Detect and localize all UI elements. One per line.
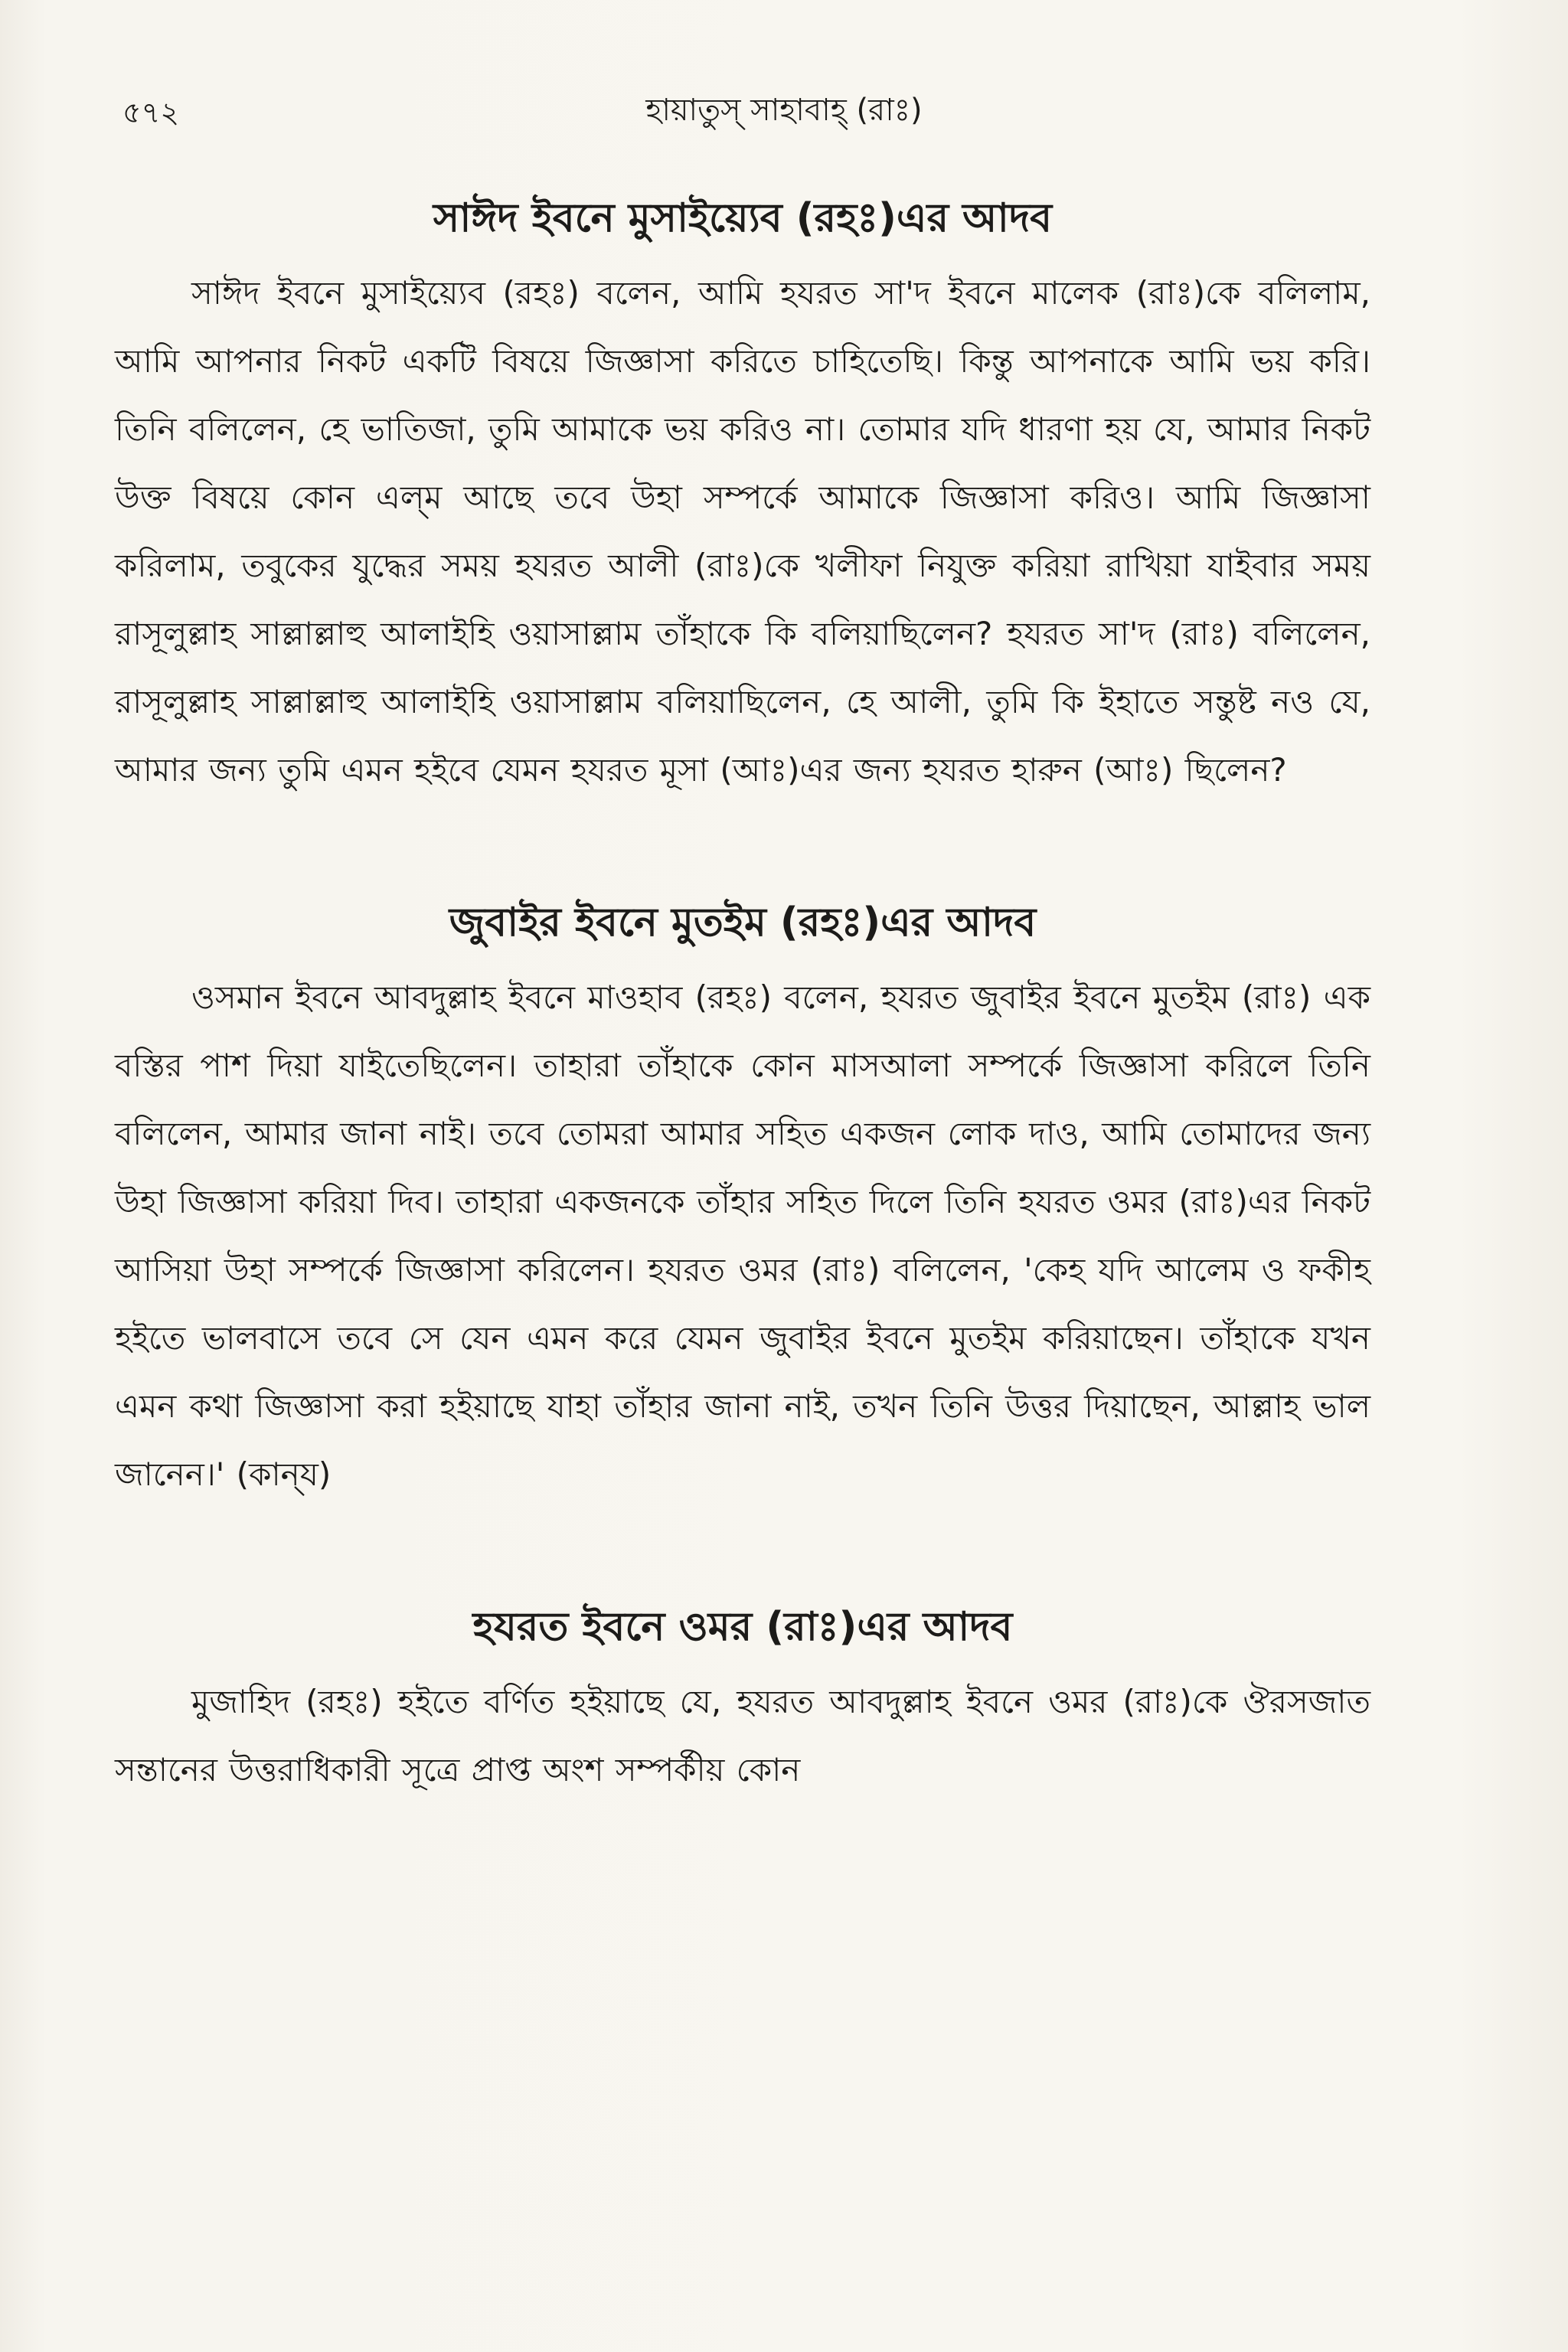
section-heading: জুবাইর ইবনে মুতইম (রহঃ)এর আদব xyxy=(449,900,1037,946)
page-number: ৫৭২ xyxy=(122,96,180,129)
book-title: হায়াতুস্ সাহাবাহ্ (রাঃ) xyxy=(645,93,923,128)
section-paragraph: মুজাহিদ (রহঃ) হইতে বর্ণিত হইয়াছে যে, হযরত আবদুল্লাহ ইবনে ওমর (রাঃ)কে ঔরসজাত সন্তানের উত্তরাধিকারী সূত্রে প্রাপ্ত অংশ সম্পর্কীয় কোন xyxy=(115,1683,1370,1788)
section-paragraph: ওসমান ইবনে আবদুল্লাহ ইবনে মাওহাব (রহঃ) বলেন, হযরত জুবাইর ইবনে মুতইম (রাঃ) এক বস্তির পাশ দিয়া যাইতেছিলেন। তাহারা তাঁহাকে কোন মাসআলা সম্পর্কে জিজ্ঞাসা করিলে তিনি বলিলেন, আমার জানা নাই। তবে তোমরা আমার সহিত একজন লোক দাও, আমি তোমাদের জন্য উহা জিজ্ঞাসা করিয়া দিব। তাহারা একজনকে তাঁহার সহিত দিলে তিনি হযরত ওমর (রাঃ)এর নিকট আসিয়া উহা সম্পর্কে জিজ্ঞাসা করিলেন। হযরত ওমর (রাঃ) বলিলেন, 'কেহ যদি আলেম ও ফকীহ হইতে ভালবাসে তবে সে যেন এমন করে যেমন জুবাইর ইবনে মুতইম করিয়াছেন। তাঁহাকে যখন এমন কথা জিজ্ঞাসা করা হইয়াছে যাহা তাঁহার জানা নাই, তখন তিনি উত্তর দিয়াছেন, আল্লাহ ভাল জানেন।' (কান্‌য) xyxy=(115,978,1371,1493)
section-heading: সাঈদ ইবনে মুসাইয়্যেব (রহঃ)এর আদব xyxy=(433,195,1053,241)
section-heading: হযরত ইবনে ওমর (রাঃ)এর আদব xyxy=(472,1604,1013,1650)
section-paragraph: সাঈদ ইবনে মুসাইয়্যেব (রহঃ) বলেন, আমি হযরত সা'দ ইবনে মালেক (রাঃ)কে বলিলাম, আমি আপনার নিকট একটি বিষয়ে জিজ্ঞাসা করিতে চাহিতেছি। কিন্তু আপনাকে আমি ভয় করি। তিনি বলিলেন, হে ভাতিজা, তুমি আমাকে ভয় করিও না। তোমার যদি ধারণা হয় যে, আমার নিকট উক্ত বিষয়ে কোন এল্‌ম আছে তবে উহা সম্পর্কে আমাকে জিজ্ঞাসা করিও। আমি জিজ্ঞাসা করিলাম, তবুকের যুদ্ধের সময় হযরত আলী (রাঃ)কে খলীফা নিযুক্ত করিয়া রাখিয়া যাইবার সময় রাসূলুল্লাহ সাল্লাল্লাহু আলাইহি ওয়াসাল্লাম তাঁহাকে কি বলিয়াছিলেন? হযরত সা'দ (রাঃ) বলিলেন, রাসূলুল্লাহ সাল্লাল্লাহু আলাইহি ওয়াসাল্লাম বলিয়াছিলেন, হে আলী, তুমি কি ইহাতে সন্তুষ্ট নও যে, আমার জন্য তুমি এমন হইবে যেমন হযরত মূসা (আঃ)এর জন্য হযরত হারুন (আঃ) ছিলেন? xyxy=(115,274,1370,789)
section-jubair-ibn-mutim xyxy=(115,896,1370,1508)
running-header xyxy=(122,86,1446,139)
section-ibn-umar xyxy=(115,1600,1370,1804)
page-content xyxy=(115,191,1370,1804)
section-saeed-ibn-musayyib xyxy=(115,191,1370,804)
